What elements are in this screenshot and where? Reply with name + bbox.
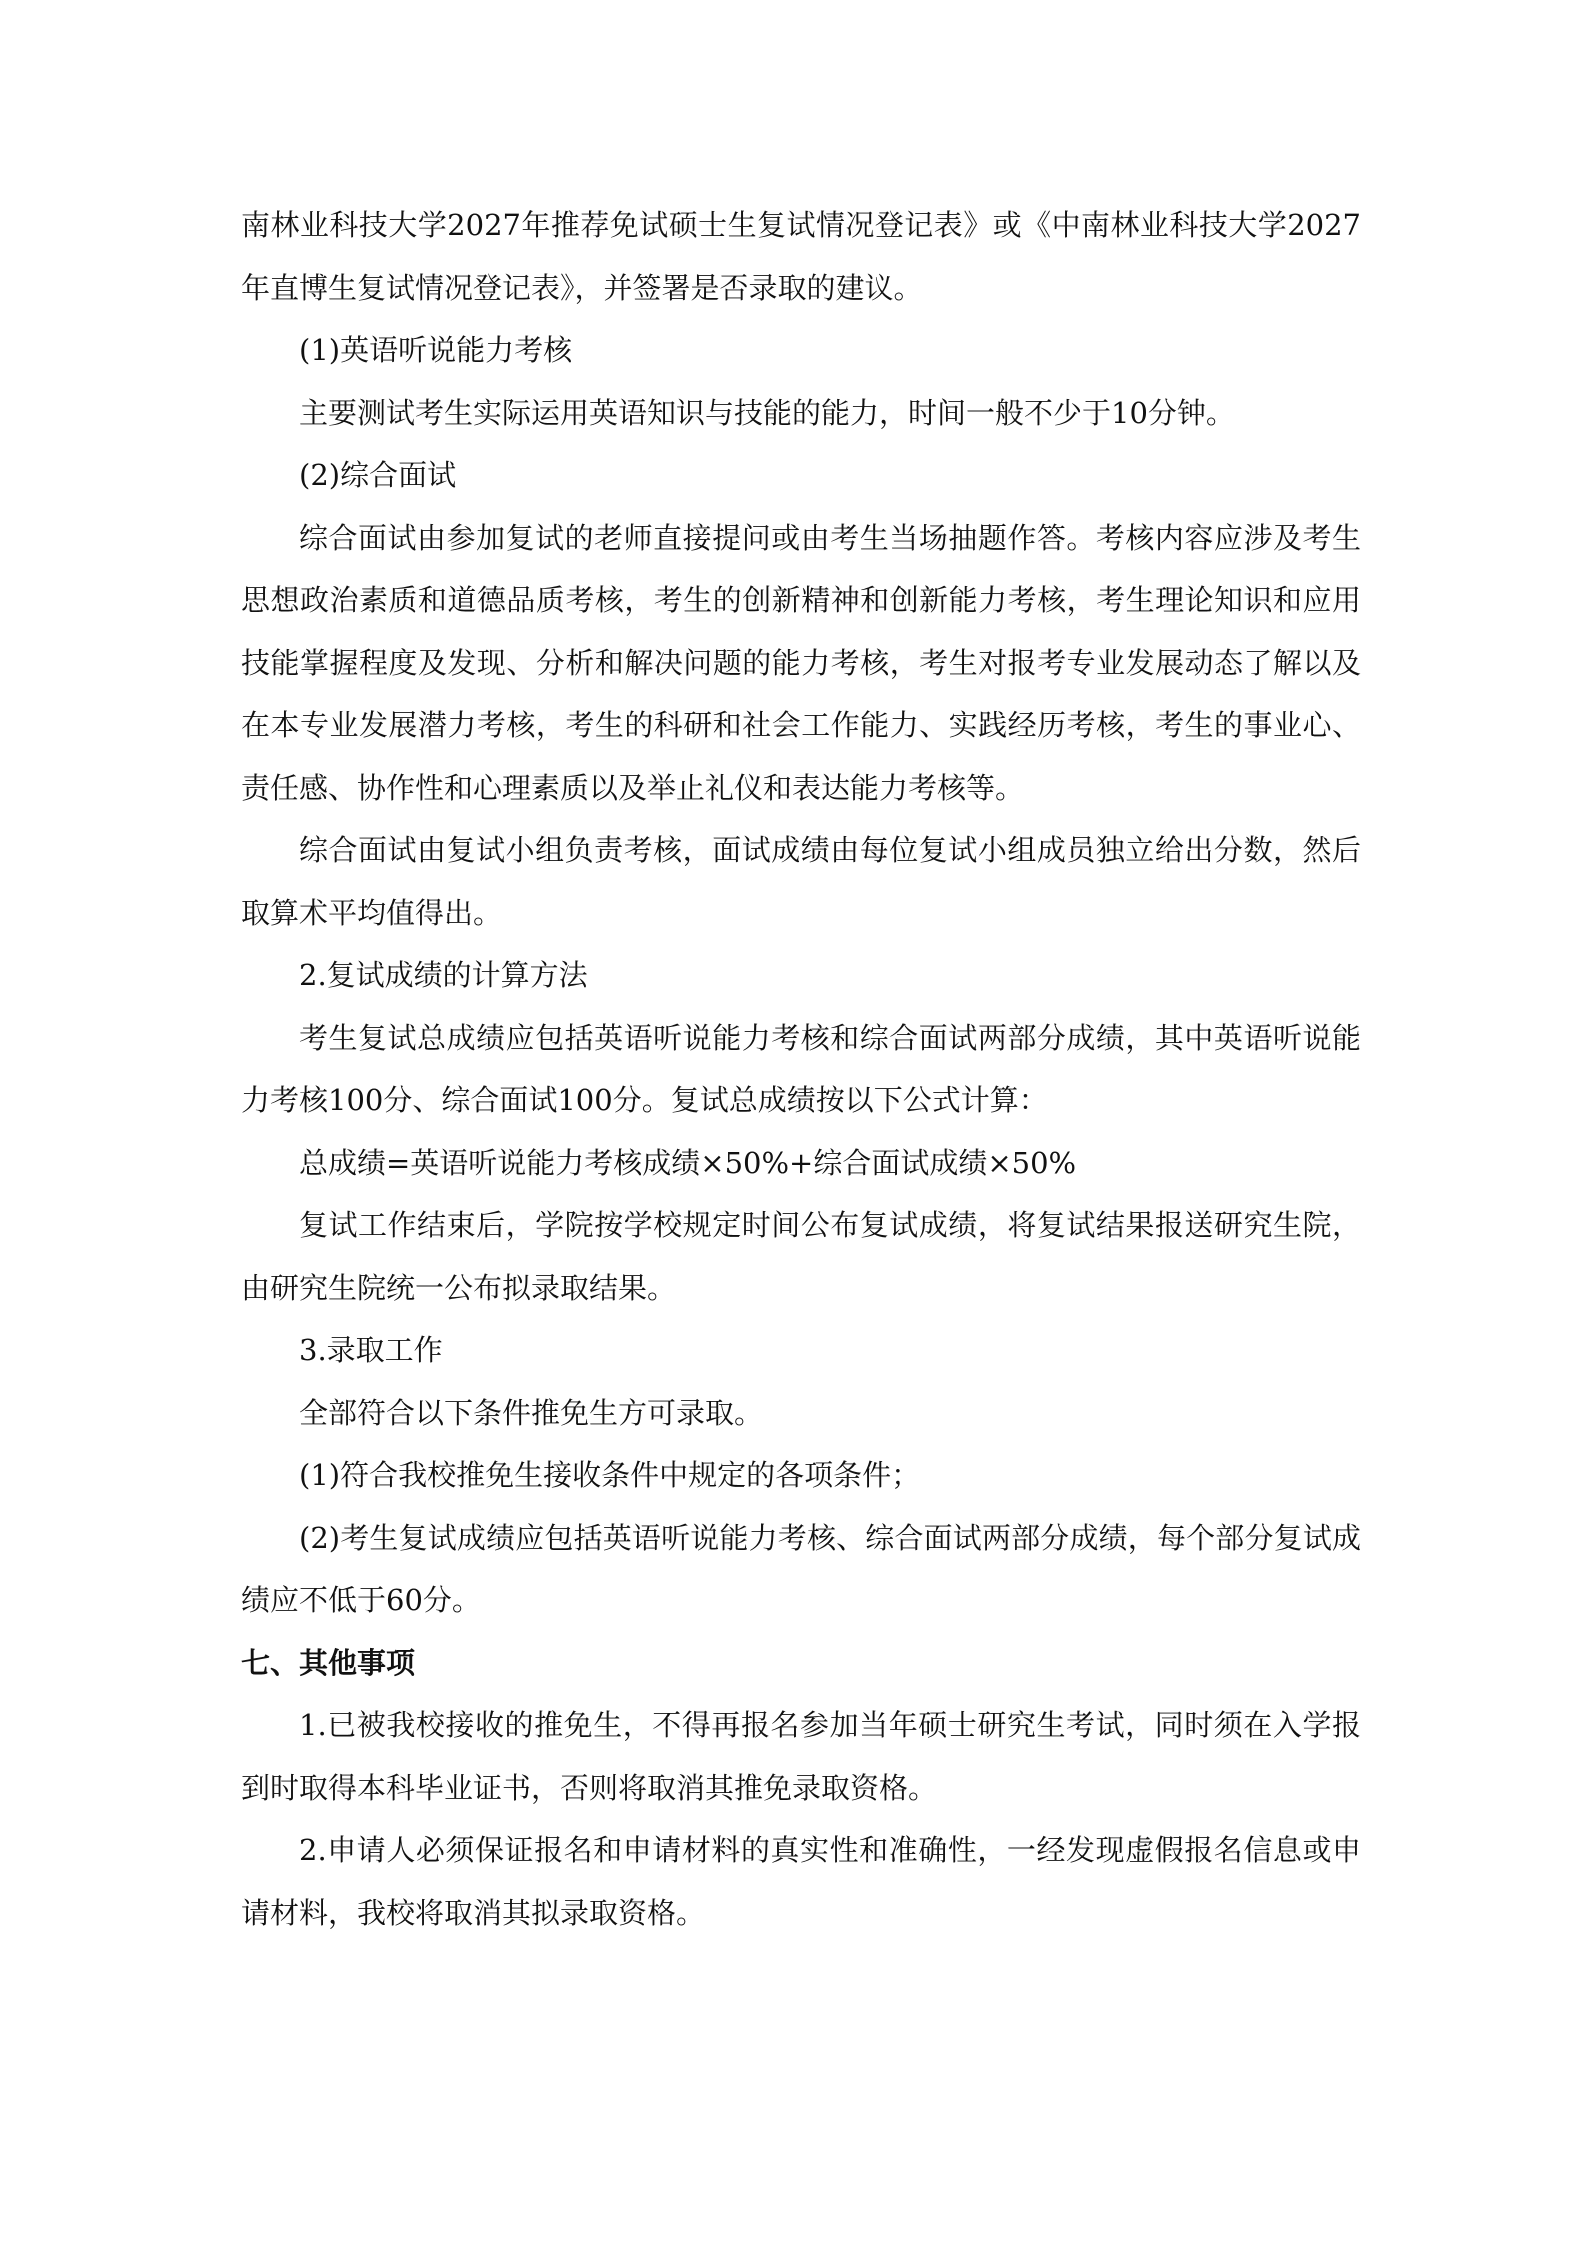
- paragraph-english-test-description: 主要测试考生实际运用英语知识与技能的能力，时间一般不少于10分钟。: [299, 395, 1235, 430]
- subheading-admission-work: 3.录取工作: [299, 1333, 443, 1367]
- paragraph-results-publication: 复试工作结束后，学院按学校规定时间公布复试成绩，将复试结果报送研究生院，由研究生院统一公布拟录取结果。: [241, 1208, 1361, 1305]
- subheading-score-calculation: 2.复试成绩的计算方法: [299, 958, 588, 992]
- paragraph-total-score-composition: 考生复试总成绩应包括英语听说能力考核和综合面试两部分成绩，其中英语听说能力考核100分、综合面试100分。复试总成绩按以下公式计算：: [241, 1020, 1361, 1117]
- paragraph-other-matter-1: 1.已被我校接收的推免生，不得再报名参加当年硕士研究生考试，同时须在入学报到时取得本科毕业证书，否则将取消其推免录取资格。: [241, 1708, 1361, 1805]
- paragraph-score-formula: 总成绩=英语听说能力考核成绩×50%+综合面试成绩×50%: [299, 1145, 1077, 1180]
- subheading-english-listening-speaking: (1)英语听说能力考核: [299, 333, 573, 367]
- paragraph-admission-conditions-intro: 全部符合以下条件推免生方可录取。: [299, 1395, 764, 1430]
- paragraph-condition-1: (1)符合我校推免生接收条件中规定的各项条件；: [299, 1458, 921, 1492]
- paragraph-interview-scoring: 综合面试由复试小组负责考核，面试成绩由每位复试小组成员独立给出分数，然后取算术平均值得出。: [241, 833, 1361, 930]
- document-page: [241, 194, 1361, 1944]
- subheading-comprehensive-interview: (2)综合面试: [299, 458, 457, 492]
- paragraph-interview-content: 综合面试由参加复试的老师直接提问或由考生当场抽题作答。考核内容应涉及考生思想政治素质和道德品质考核，考生的创新精神和创新能力考核，考生理论知识和应用技能掌握程度及发现、分析和解决问题的能力考核，考生对报考专业发展动态了解以及在本专业发展潜力考核，考生的科研和社会工作能力、实践经历考核，考生的事业心、责任感、协作性和心理素质以及举止礼仪和表达能力考核等。: [241, 520, 1361, 805]
- paragraph-condition-2: (2)考生复试成绩应包括英语听说能力考核、综合面试两部分成绩，每个部分复试成绩应不低于60分。: [241, 1520, 1361, 1617]
- paragraph-registration-form-continuation: 南林业科技大学2027年推荐免试硕士生复试情况登记表》或《中南林业科技大学2027年直博生复试情况登记表》，并签署是否录取的建议。: [241, 208, 1361, 305]
- paragraph-other-matter-2: 2.申请人必须保证报名和申请材料的真实性和准确性，一经发现虚假报名信息或申请材料，我校将取消其拟录取资格。: [241, 1833, 1361, 1930]
- section-heading-other-matters: 七、其他事项: [241, 1645, 416, 1680]
